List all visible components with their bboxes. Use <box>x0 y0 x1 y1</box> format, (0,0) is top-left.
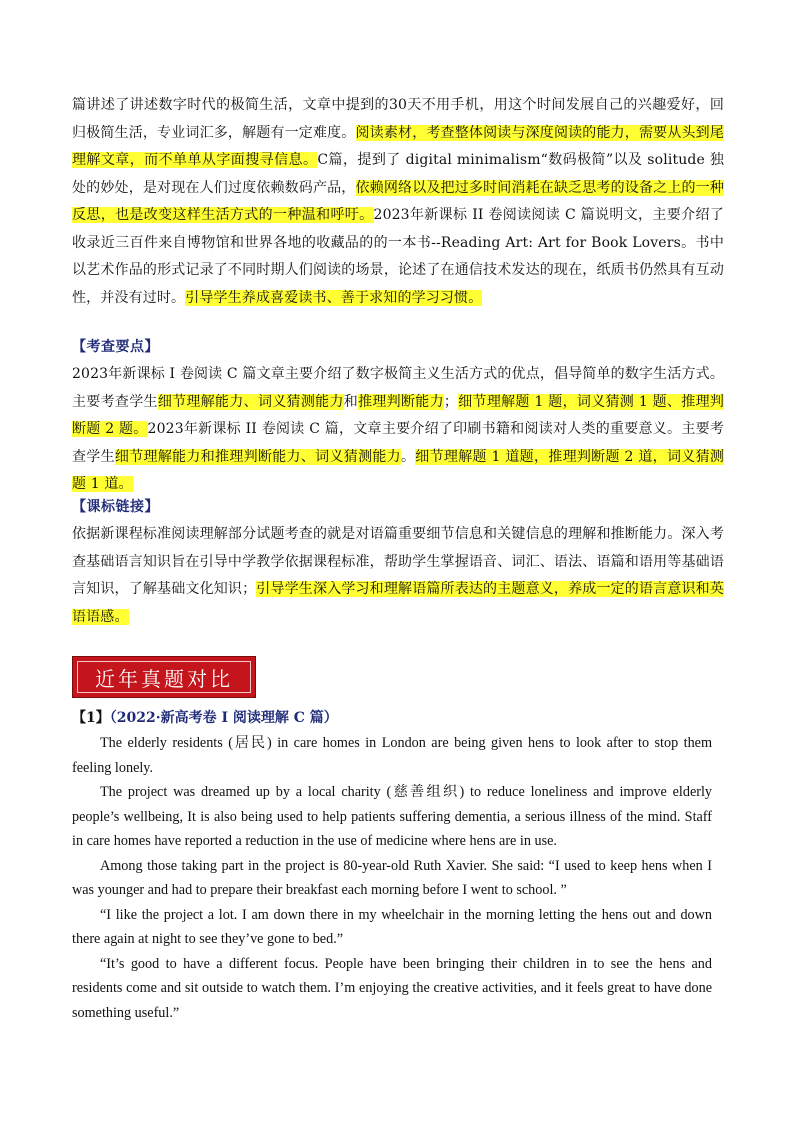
passage-paragraph-2: The project was dreamed up by a local charity (慈善组织) to reduce loneliness and improve elderly people’s wellbeing, It is also being used to help patients suffering dementia, a serious illness of the mind. Staff in care homes have reported a reduction in the use of medicine where hens are in use. <box>72 784 712 849</box>
intro-highlight-2: 依赖网络以及把过多时间消耗在缺乏思考的设备之上的一种反思，也是改变这样生活方式的一种温和呼吁。 <box>72 179 725 223</box>
kaocha-heading: 【考查要点】 <box>72 339 159 355</box>
banner-inner-frame <box>77 661 251 693</box>
kaocha-text-4: 2023年新课标 II 卷阅读 C 篇，文章主要介绍了印刷书籍和阅读对人类的重要意义。主要考查学生 <box>72 421 724 465</box>
section-banner <box>72 656 256 698</box>
kaocha-text-5: 。 <box>400 448 416 465</box>
intro-text-3: 2023年新课标 II 卷阅读阅读 C 篇说明文，主要介绍了收录近三百件来自博物馆和世界各地的收藏品的的一本书--Reading Art: Art for Book Lovers。书中以艺术作品的形式记录了不同时期人们阅读的场景，论述了在通信技术发达的现在，纸质书仍然具有互动性，并没有过时。 <box>72 207 724 306</box>
passage-paragraph-1: The elderly residents (居民) in care homes in London are being given hens to look after to stop them feeling lonely. <box>72 735 712 776</box>
passage-paragraph-4: “I like the project a lot. I am down there in my wheelchair in the morning letting the hens out and down there again at night to see they’ve gone to bed.” <box>72 906 712 947</box>
kaocha-highlight-5: 细节理解题 1 道题，推理判断题 2 道，词义猜测题 1 道。 <box>72 448 725 492</box>
intro-highlight-3: 引导学生养成喜爱读书、善于求知的学习习惯。 <box>185 289 483 306</box>
kaocha-paragraph <box>72 361 724 499</box>
kaocha-text-3: ； <box>443 393 459 410</box>
question-number: 【1】 <box>72 710 110 726</box>
passage-paragraph-3: Among those taking part in the project is 80-year-old Ruth Xavier. She said: “I used to keep hens when I was younger and had to prepare their breakfast each morning before I went to school. ” <box>72 857 712 898</box>
kebiao-paragraph <box>72 521 724 631</box>
question-source: （2022·新高考卷 I 阅读理解 C 篇） <box>109 710 338 726</box>
passage <box>72 731 712 1025</box>
intro-paragraph <box>72 92 724 312</box>
kebiao-heading: 【课标链接】 <box>72 499 159 515</box>
intro-text-2: C篇，提到了 digital minimalism“数码极简”以及 solitude 独处的妙处，是对现在人们过度依赖数码产品， <box>72 152 724 196</box>
intro-text-1: 篇讲述了讲述数字时代的极简生活，文章中提到的30天不用手机，用这个时间发展自己的兴趣爱好，回归极简生活，专业词汇多，解题有一定难度。 <box>72 97 724 141</box>
kaocha-highlight-1: 细节理解能力、词义猜测能力 <box>157 393 344 410</box>
intro-highlight-1: 阅读素材，考查整体阅读与深度阅读的能力，需要从头到尾理解文章，而不单单从字面搜寻信息。 <box>72 124 725 168</box>
kaocha-highlight-3: 细节理解题 1 题，词义猜测 1 题、推理判断题 2 题。 <box>72 393 725 437</box>
question-title <box>72 707 338 727</box>
passage-paragraph-5: “It’s good to have a different focus. People have been bringing their children in to see the hens and residents come and sit outside to watch them. I’m enjoying the creative activities, and it feels great to have done something useful.” <box>72 955 712 1021</box>
kaocha-highlight-4: 细节理解能力和推理判断能力、词义猜测能力 <box>114 448 401 465</box>
kaocha-text-2: 和 <box>343 393 359 410</box>
kaocha-text-1: 2023年新课标 I 卷阅读 C 篇文章主要介绍了数字极简主义生活方式的优点，倡导简单的数字生活方式。主要考查学生 <box>72 366 724 410</box>
kaocha-highlight-2: 推理判断能力 <box>358 393 444 410</box>
kebiao-highlight-1: 引导学生深入学习和理解语篇所表达的主题意义，养成一定的语言意识和英语语感。 <box>72 581 725 625</box>
kebiao-text-1: 依据新课程标准阅读理解部分试题考查的就是对语篇重要细节信息和关键信息的理解和推断能力。深入考查基础语言知识旨在引导中学教学依据课程标准，帮助学生掌握语音、词汇、语法、语篇和语用等基础语言知识，了解基础文化知识； <box>72 526 724 597</box>
banner-title: 近年真题对比 <box>95 666 233 691</box>
